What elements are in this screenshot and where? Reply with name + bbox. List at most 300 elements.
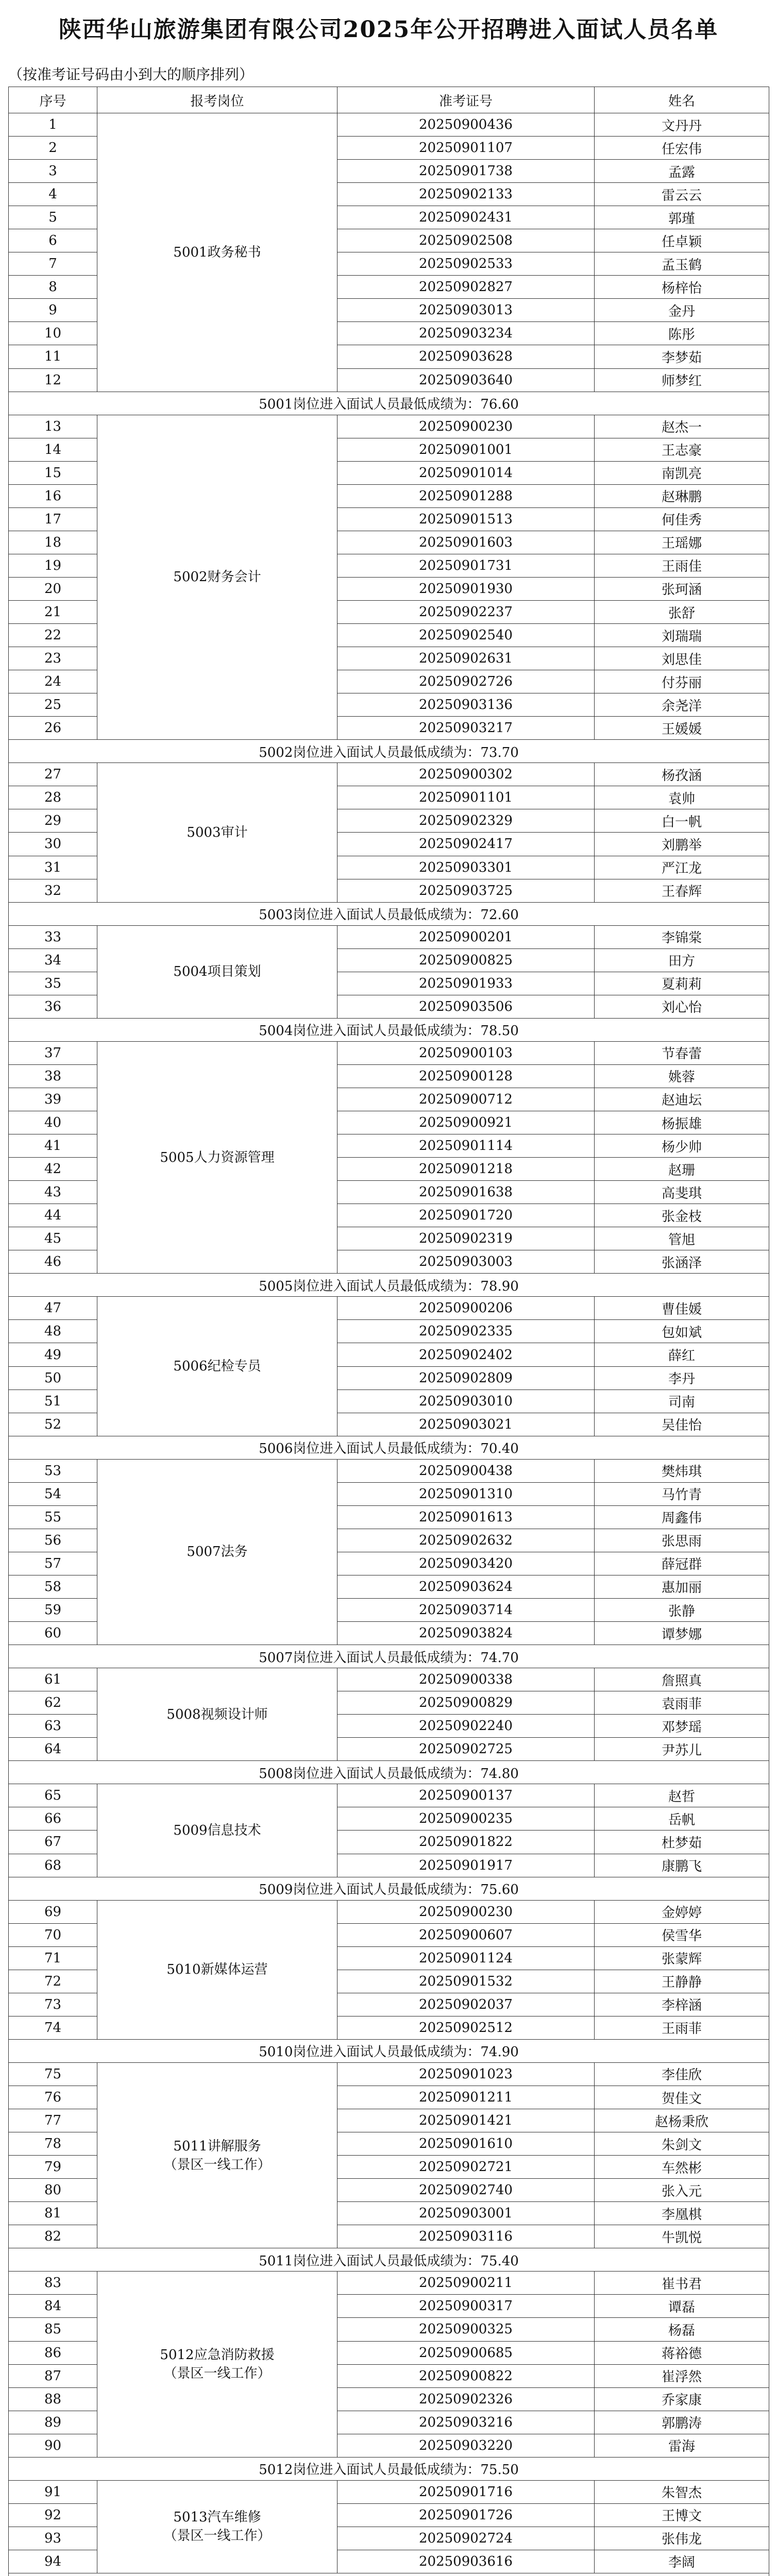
serial-cell: 49 [9, 1343, 97, 1366]
ticket-number-cell: 20250902631 [337, 647, 595, 670]
min-score-cell: 5007岗位进入面试人员最低成绩为：74.70 [9, 1645, 769, 1668]
name-cell: 刘瑞瑞 [595, 624, 769, 647]
ticket-number-cell: 20250903616 [337, 2550, 595, 2573]
summary-row [9, 2248, 769, 2272]
name-cell: 雷云云 [595, 183, 769, 206]
serial-cell: 82 [9, 2225, 97, 2248]
name-cell: 乔家康 [595, 2387, 769, 2411]
serial-cell: 4 [9, 183, 97, 206]
ticket-number-cell: 20250901720 [337, 1204, 595, 1227]
ticket-number-cell: 20250901933 [337, 972, 595, 995]
header-cell: 姓名 [595, 87, 769, 113]
table-row [9, 925, 769, 948]
serial-cell: 45 [9, 1227, 97, 1250]
name-cell: 赵杨秉欣 [595, 2109, 769, 2132]
serial-cell: 9 [9, 299, 97, 322]
serial-cell: 26 [9, 717, 97, 740]
ticket-number-cell: 20250901014 [337, 461, 595, 484]
name-cell: 王瑶娜 [595, 531, 769, 554]
serial-cell: 13 [9, 415, 97, 438]
name-cell: 杨磊 [595, 2318, 769, 2341]
table-row [9, 2062, 769, 2086]
summary-row [9, 392, 769, 415]
serial-cell: 25 [9, 693, 97, 717]
serial-cell: 5 [9, 206, 97, 229]
ticket-number-cell: 20250903714 [337, 1599, 595, 1622]
serial-cell: 1 [9, 113, 97, 137]
serial-cell: 53 [9, 1459, 97, 1482]
ticket-number-cell: 20250901917 [337, 1854, 595, 1877]
serial-cell: 46 [9, 1250, 97, 1274]
ticket-number-cell: 20250901930 [337, 577, 595, 600]
name-cell: 任卓颖 [595, 229, 769, 252]
name-cell: 王媛媛 [595, 717, 769, 740]
ticket-number-cell: 20250900137 [337, 1784, 595, 1807]
serial-cell: 33 [9, 925, 97, 948]
position-cell: 5004项目策划 [97, 925, 337, 1018]
summary-row [9, 740, 769, 763]
name-cell: 李佳欣 [595, 2062, 769, 2086]
ticket-number-cell: 20250903628 [337, 345, 595, 368]
ticket-number-cell: 20250903021 [337, 1413, 595, 1436]
ticket-number-cell: 20250901218 [337, 1158, 595, 1181]
name-cell: 张涵泽 [595, 1250, 769, 1274]
ticket-number-cell: 20250901124 [337, 1946, 595, 1970]
name-cell: 杨孜涵 [595, 763, 769, 786]
ticket-number-cell: 20250900325 [337, 2318, 595, 2341]
serial-cell: 56 [9, 1529, 97, 1552]
name-cell: 杜梦茹 [595, 1831, 769, 1854]
serial-cell: 66 [9, 1807, 97, 1831]
ticket-number-cell: 20250901101 [337, 786, 595, 809]
ticket-number-cell: 20250903420 [337, 1552, 595, 1575]
serial-cell: 54 [9, 1482, 97, 1505]
ticket-number-cell: 20250902809 [337, 1366, 595, 1389]
serial-cell: 28 [9, 786, 97, 809]
serial-cell: 3 [9, 160, 97, 183]
serial-cell: 7 [9, 252, 97, 276]
min-score-cell: 5002岗位进入面试人员最低成绩为：73.70 [9, 740, 769, 763]
ticket-number-cell: 20250900317 [337, 2295, 595, 2318]
serial-cell: 16 [9, 484, 97, 507]
serial-cell: 86 [9, 2341, 97, 2364]
serial-cell: 67 [9, 1831, 97, 1854]
name-cell: 谭磊 [595, 2295, 769, 2318]
name-cell: 贺佳文 [595, 2086, 769, 2109]
ticket-number-cell: 20250902508 [337, 229, 595, 252]
name-cell: 詹照真 [595, 1668, 769, 1691]
serial-cell: 19 [9, 554, 97, 577]
name-cell: 李凰棋 [595, 2202, 769, 2225]
position-cell: 5010新媒体运营 [97, 1900, 337, 2039]
serial-cell: 22 [9, 624, 97, 647]
serial-cell: 68 [9, 1854, 97, 1877]
ticket-number-cell: 20250900825 [337, 948, 595, 972]
serial-cell: 47 [9, 1297, 97, 1320]
summary-row [9, 1877, 769, 1900]
serial-cell: 8 [9, 276, 97, 299]
ticket-number-cell: 20250901603 [337, 531, 595, 554]
min-score-cell: 5006岗位进入面试人员最低成绩为：70.40 [9, 1436, 769, 1459]
serial-cell: 15 [9, 461, 97, 484]
serial-cell: 43 [9, 1181, 97, 1204]
position-cell: 5003审计 [97, 763, 337, 902]
name-cell: 余尧洋 [595, 693, 769, 717]
name-cell: 张思雨 [595, 1529, 769, 1552]
position-cell: 5002财务会计 [97, 415, 337, 740]
summary-row [9, 2573, 769, 2576]
name-cell: 赵珊 [595, 1158, 769, 1181]
name-cell: 高斐琪 [595, 1181, 769, 1204]
name-cell: 樊炜琪 [595, 1459, 769, 1482]
min-score-cell: 5003岗位进入面试人员最低成绩为：72.60 [9, 902, 769, 925]
name-cell: 郭瑾 [595, 206, 769, 229]
name-cell: 崔书君 [595, 2272, 769, 2295]
ticket-number-cell: 20250901114 [337, 1134, 595, 1158]
serial-cell: 42 [9, 1158, 97, 1181]
interview-list-table [8, 87, 769, 2576]
name-cell: 周鑫伟 [595, 1505, 769, 1529]
ticket-number-cell: 20250902827 [337, 276, 595, 299]
ticket-number-cell: 20250902402 [337, 1343, 595, 1366]
serial-cell: 87 [9, 2364, 97, 2387]
name-cell: 严江龙 [595, 856, 769, 879]
serial-cell: 30 [9, 833, 97, 856]
ticket-number-cell: 20250900201 [337, 925, 595, 948]
name-cell: 侯雪华 [595, 1923, 769, 1946]
serial-cell: 69 [9, 1900, 97, 1923]
serial-cell: 70 [9, 1923, 97, 1946]
serial-cell: 41 [9, 1134, 97, 1158]
table-wrap [8, 87, 769, 2576]
position-cell: 5012应急消防救援 （景区一线工作） [97, 2272, 337, 2457]
ticket-number-cell: 20250902540 [337, 624, 595, 647]
min-score-cell: 5012岗位进入面试人员最低成绩为：75.50 [9, 2457, 769, 2480]
name-cell: 赵杰一 [595, 415, 769, 438]
min-score-cell: 5008岗位进入面试人员最低成绩为：74.80 [9, 1761, 769, 1784]
name-cell: 袁帅 [595, 786, 769, 809]
serial-cell: 61 [9, 1668, 97, 1691]
ticket-number-cell: 20250902319 [337, 1227, 595, 1250]
serial-cell: 62 [9, 1691, 97, 1715]
name-cell: 陈彤 [595, 322, 769, 345]
header-cell: 准考证号 [337, 87, 595, 113]
summary-row [9, 1645, 769, 1668]
summary-row [9, 902, 769, 925]
serial-cell: 6 [9, 229, 97, 252]
summary-row [9, 1018, 769, 1041]
serial-cell: 10 [9, 322, 97, 345]
ticket-number-cell: 20250901613 [337, 1505, 595, 1529]
serial-cell: 72 [9, 1970, 97, 1993]
serial-cell: 80 [9, 2179, 97, 2202]
serial-cell: 92 [9, 2503, 97, 2527]
ticket-number-cell: 20250901731 [337, 554, 595, 577]
ticket-number-cell: 20250901638 [337, 1181, 595, 1204]
name-cell: 王静静 [595, 1970, 769, 1993]
serial-cell: 65 [9, 1784, 97, 1807]
ticket-number-cell: 20250901822 [337, 1831, 595, 1854]
ticket-number-cell: 20250902740 [337, 2179, 595, 2202]
name-cell: 王雨菲 [595, 2016, 769, 2039]
ticket-number-cell: 20250903001 [337, 2202, 595, 2225]
ticket-number-cell: 20250902725 [337, 1738, 595, 1761]
ticket-number-cell: 20250901610 [337, 2132, 595, 2156]
serial-cell: 37 [9, 1041, 97, 1064]
ticket-number-cell: 20250902326 [337, 2387, 595, 2411]
ticket-number-cell: 20250902335 [337, 1320, 595, 1343]
ticket-number-cell: 20250902632 [337, 1529, 595, 1552]
ticket-number-cell: 20250903136 [337, 693, 595, 717]
serial-cell: 35 [9, 972, 97, 995]
name-cell: 张蒙辉 [595, 1946, 769, 1970]
serial-cell: 93 [9, 2527, 97, 2550]
ticket-number-cell: 20250901023 [337, 2062, 595, 2086]
serial-cell: 74 [9, 2016, 97, 2039]
table-row [9, 1297, 769, 1320]
ticket-number-cell: 20250902431 [337, 206, 595, 229]
ticket-number-cell: 20250900438 [337, 1459, 595, 1482]
serial-cell: 29 [9, 809, 97, 833]
serial-cell: 91 [9, 2480, 97, 2503]
serial-cell: 51 [9, 1389, 97, 1413]
serial-cell: 89 [9, 2411, 97, 2434]
table-row [9, 113, 769, 137]
serial-cell: 84 [9, 2295, 97, 2318]
position-cell: 5008视频设计师 [97, 1668, 337, 1761]
serial-cell: 11 [9, 345, 97, 368]
name-cell: 赵琳鹏 [595, 484, 769, 507]
min-score-cell [9, 2573, 769, 2576]
name-cell: 金丹 [595, 299, 769, 322]
table-row [9, 1041, 769, 1064]
name-cell: 张金枝 [595, 1204, 769, 1227]
serial-cell: 71 [9, 1946, 97, 1970]
name-cell: 车然彬 [595, 2156, 769, 2179]
serial-cell: 34 [9, 948, 97, 972]
name-cell: 朱智杰 [595, 2480, 769, 2503]
ticket-number-cell: 20250902724 [337, 2527, 595, 2550]
sort-note: （按准考证号码由小到大的顺序排列） [8, 66, 254, 83]
ticket-number-cell: 20250900436 [337, 113, 595, 137]
name-cell: 杨少帅 [595, 1134, 769, 1158]
ticket-number-cell: 20250901532 [337, 1970, 595, 1993]
table-header-row [9, 87, 769, 113]
min-score-cell: 5009岗位进入面试人员最低成绩为：75.60 [9, 1877, 769, 1900]
name-cell: 吴佳怡 [595, 1413, 769, 1436]
serial-cell: 31 [9, 856, 97, 879]
name-cell: 李阔 [595, 2550, 769, 2573]
ticket-number-cell: 20250900921 [337, 1111, 595, 1134]
name-cell: 管旭 [595, 1227, 769, 1250]
ticket-number-cell: 20250902240 [337, 1715, 595, 1738]
serial-cell: 21 [9, 600, 97, 623]
position-cell: 5005人力资源管理 [97, 1041, 337, 1273]
name-cell: 李梦茹 [595, 345, 769, 368]
serial-cell: 18 [9, 531, 97, 554]
serial-cell: 36 [9, 995, 97, 1018]
name-cell: 节春蕾 [595, 1041, 769, 1064]
table-row [9, 1668, 769, 1691]
name-cell: 王博文 [595, 2503, 769, 2527]
name-cell: 司南 [595, 1389, 769, 1413]
ticket-number-cell: 20250901513 [337, 507, 595, 531]
ticket-number-cell: 20250903640 [337, 368, 595, 392]
min-score-cell: 5005岗位进入面试人员最低成绩为：78.90 [9, 1274, 769, 1297]
serial-cell: 20 [9, 577, 97, 600]
name-cell: 朱剑文 [595, 2132, 769, 2156]
ticket-number-cell: 20250900128 [337, 1064, 595, 1088]
serial-cell: 78 [9, 2132, 97, 2156]
summary-row [9, 1436, 769, 1459]
table-row [9, 1784, 769, 1807]
name-cell: 郭鹏涛 [595, 2411, 769, 2434]
name-cell: 曹佳媛 [595, 1297, 769, 1320]
serial-cell: 63 [9, 1715, 97, 1738]
position-cell: 5001政务秘书 [97, 113, 337, 392]
ticket-number-cell: 20250903003 [337, 1250, 595, 1274]
ticket-number-cell: 20250902037 [337, 1993, 595, 2016]
name-cell: 付芬丽 [595, 670, 769, 693]
serial-cell: 79 [9, 2156, 97, 2179]
header-cell: 报考岗位 [97, 87, 337, 113]
serial-cell: 59 [9, 1599, 97, 1622]
name-cell: 岳帆 [595, 1807, 769, 1831]
serial-cell: 60 [9, 1622, 97, 1645]
ticket-number-cell: 20250902512 [337, 2016, 595, 2039]
ticket-number-cell: 20250902726 [337, 670, 595, 693]
name-cell: 赵哲 [595, 1784, 769, 1807]
serial-cell: 75 [9, 2062, 97, 2086]
name-cell: 金婷婷 [595, 1900, 769, 1923]
ticket-number-cell: 20250903220 [337, 2434, 595, 2457]
ticket-number-cell: 20250903217 [337, 717, 595, 740]
ticket-number-cell: 20250901107 [337, 137, 595, 160]
ticket-number-cell: 20250903216 [337, 2411, 595, 2434]
serial-cell: 77 [9, 2109, 97, 2132]
ticket-number-cell: 20250903234 [337, 322, 595, 345]
name-cell: 马竹青 [595, 1482, 769, 1505]
name-cell: 谭梦娜 [595, 1622, 769, 1645]
ticket-number-cell: 20250900829 [337, 1691, 595, 1715]
name-cell: 杨振雄 [595, 1111, 769, 1134]
serial-cell: 83 [9, 2272, 97, 2295]
name-cell: 夏莉莉 [595, 972, 769, 995]
serial-cell: 14 [9, 438, 97, 461]
ticket-number-cell: 20250900607 [337, 1923, 595, 1946]
page-title: 陕西华山旅游集团有限公司2025年公开招聘进入面试人员名单 [58, 16, 719, 43]
min-score-cell: 5011岗位进入面试人员最低成绩为：75.40 [9, 2248, 769, 2272]
min-score-cell: 5010岗位进入面试人员最低成绩为：74.90 [9, 2039, 769, 2062]
ticket-number-cell: 20250902721 [337, 2156, 595, 2179]
name-cell: 张伟龙 [595, 2527, 769, 2550]
serial-cell: 94 [9, 2550, 97, 2573]
name-cell: 康鹏飞 [595, 1854, 769, 1877]
serial-cell: 85 [9, 2318, 97, 2341]
ticket-number-cell: 20250902417 [337, 833, 595, 856]
position-cell: 5009信息技术 [97, 1784, 337, 1877]
name-cell: 王志豪 [595, 438, 769, 461]
serial-cell: 50 [9, 1366, 97, 1389]
name-cell: 师梦红 [595, 368, 769, 392]
name-cell: 雷海 [595, 2434, 769, 2457]
ticket-number-cell: 20250901716 [337, 2480, 595, 2503]
name-cell: 惠加丽 [595, 1575, 769, 1598]
ticket-number-cell: 20250901738 [337, 160, 595, 183]
serial-cell: 55 [9, 1505, 97, 1529]
ticket-number-cell: 20250901001 [337, 438, 595, 461]
ticket-number-cell: 20250900230 [337, 415, 595, 438]
ticket-number-cell: 20250900302 [337, 763, 595, 786]
ticket-number-cell: 20250900230 [337, 1900, 595, 1923]
name-cell: 孟露 [595, 160, 769, 183]
name-cell: 文丹丹 [595, 113, 769, 137]
name-cell: 李梓涵 [595, 1993, 769, 2016]
name-cell: 薛冠群 [595, 1552, 769, 1575]
name-cell: 南凯亮 [595, 461, 769, 484]
serial-cell: 48 [9, 1320, 97, 1343]
ticket-number-cell: 20250903010 [337, 1389, 595, 1413]
ticket-number-cell: 20250900211 [337, 2272, 595, 2295]
name-cell: 刘心怡 [595, 995, 769, 1018]
ticket-number-cell: 20250903506 [337, 995, 595, 1018]
serial-cell: 27 [9, 763, 97, 786]
ticket-number-cell: 20250901421 [337, 2109, 595, 2132]
serial-cell: 88 [9, 2387, 97, 2411]
position-cell: 5011讲解服务 （景区一线工作） [97, 2062, 337, 2248]
name-cell: 田方 [595, 948, 769, 972]
name-cell: 李丹 [595, 1366, 769, 1389]
name-cell: 赵迪坛 [595, 1088, 769, 1111]
summary-row [9, 1761, 769, 1784]
ticket-number-cell: 20250902533 [337, 252, 595, 276]
name-cell: 蒋裕德 [595, 2341, 769, 2364]
table-row [9, 2480, 769, 2503]
position-cell: 5006纪检专员 [97, 1297, 337, 1436]
serial-cell: 73 [9, 1993, 97, 2016]
serial-cell: 90 [9, 2434, 97, 2457]
name-cell: 包如斌 [595, 1320, 769, 1343]
name-cell: 薛红 [595, 1343, 769, 1366]
min-score-cell: 5001岗位进入面试人员最低成绩为：76.60 [9, 392, 769, 415]
header-cell: 序号 [9, 87, 97, 113]
serial-cell: 44 [9, 1204, 97, 1227]
serial-cell: 23 [9, 647, 97, 670]
serial-cell: 38 [9, 1064, 97, 1088]
serial-cell: 52 [9, 1413, 97, 1436]
min-score-cell: 5004岗位进入面试人员最低成绩为：78.50 [9, 1018, 769, 1041]
name-cell: 白一帆 [595, 809, 769, 833]
table-row [9, 2272, 769, 2295]
summary-row [9, 2457, 769, 2480]
name-cell: 尹苏儿 [595, 1738, 769, 1761]
serial-cell: 58 [9, 1575, 97, 1598]
name-cell: 孟玉鹤 [595, 252, 769, 276]
ticket-number-cell: 20250903013 [337, 299, 595, 322]
name-cell: 任宏伟 [595, 137, 769, 160]
serial-cell: 64 [9, 1738, 97, 1761]
ticket-number-cell: 20250902329 [337, 809, 595, 833]
name-cell: 张珂涵 [595, 577, 769, 600]
ticket-number-cell: 20250902133 [337, 183, 595, 206]
ticket-number-cell: 20250901310 [337, 1482, 595, 1505]
table-row [9, 1900, 769, 1923]
serial-cell: 32 [9, 879, 97, 902]
name-cell: 张入元 [595, 2179, 769, 2202]
ticket-number-cell: 20250900235 [337, 1807, 595, 1831]
position-cell: 5013汽车维修 （景区一线工作） [97, 2480, 337, 2573]
serial-cell: 12 [9, 368, 97, 392]
